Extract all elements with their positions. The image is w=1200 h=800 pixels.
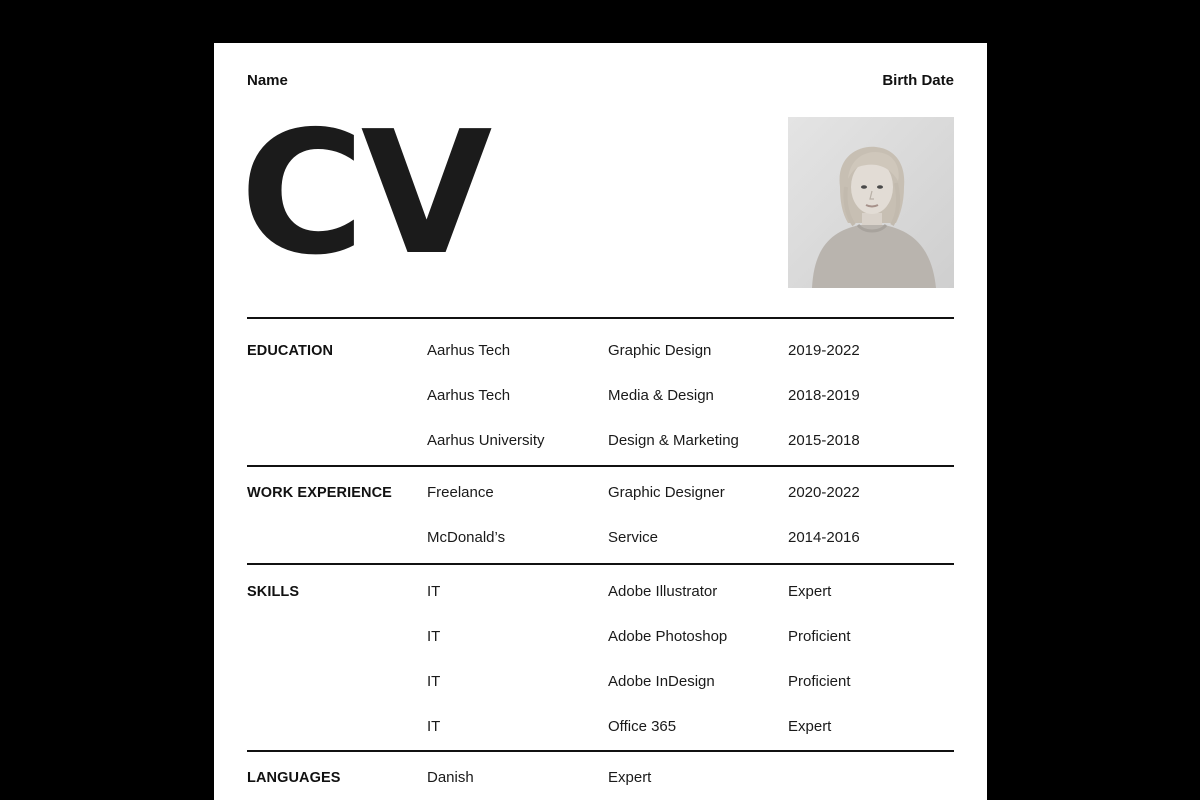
table-row [247,484,954,504]
birth-date-label: Birth Date [882,72,954,89]
education-years: 2015-2018 [788,432,860,449]
language-level: Expert [608,769,652,786]
education-program: Design & Marketing [608,432,739,449]
work-role: Graphic Designer [608,484,725,501]
education-section [247,317,954,467]
education-program: Media & Design [608,387,714,404]
portrait-photo [788,117,954,288]
portrait-illustration [788,117,954,288]
languages-title: LANGUAGES [247,770,341,786]
table-row [247,583,954,603]
table-row [247,718,954,738]
education-years: 2018-2019 [788,387,860,404]
skill-name: Adobe Illustrator [608,583,718,600]
skill-name: Adobe Photoshop [608,628,728,645]
table-row [247,342,954,362]
language-name: Danish [427,769,474,786]
work-role: Service [608,529,659,546]
skill-level: Proficient [788,628,851,645]
table-row [247,628,954,648]
table-row [247,769,954,789]
work-experience-section [247,465,954,565]
work-experience-title: WORK EXPERIENCE [247,485,392,501]
languages-section [247,750,954,800]
skill-category: IT [427,628,441,645]
skill-category: IT [427,718,441,735]
cv-title: CV [240,95,489,293]
table-row [247,529,954,549]
work-employer: Freelance [427,484,494,501]
work-years: 2014-2016 [788,529,860,546]
education-years: 2019-2022 [788,342,860,359]
skill-level: Expert [788,583,832,600]
education-institution: Aarhus Tech [427,342,511,359]
skill-category: IT [427,673,441,690]
skill-name: Office 365 [608,718,677,735]
name-label: Name [247,72,288,89]
education-institution: Aarhus University [427,432,545,449]
skill-category: IT [427,583,441,600]
table-row [247,673,954,693]
education-program: Graphic Design [608,342,712,359]
education-institution: Aarhus Tech [427,387,511,404]
skill-level: Proficient [788,673,851,690]
table-row [247,387,954,407]
skills-title: SKILLS [247,584,300,600]
work-years: 2020-2022 [788,484,860,501]
skills-section [247,563,954,752]
table-row [247,432,954,452]
education-title: EDUCATION [247,343,334,359]
cv-page [214,43,987,800]
work-employer: McDonald’s [427,529,506,546]
skill-name: Adobe InDesign [608,673,715,690]
skill-level: Expert [788,718,832,735]
